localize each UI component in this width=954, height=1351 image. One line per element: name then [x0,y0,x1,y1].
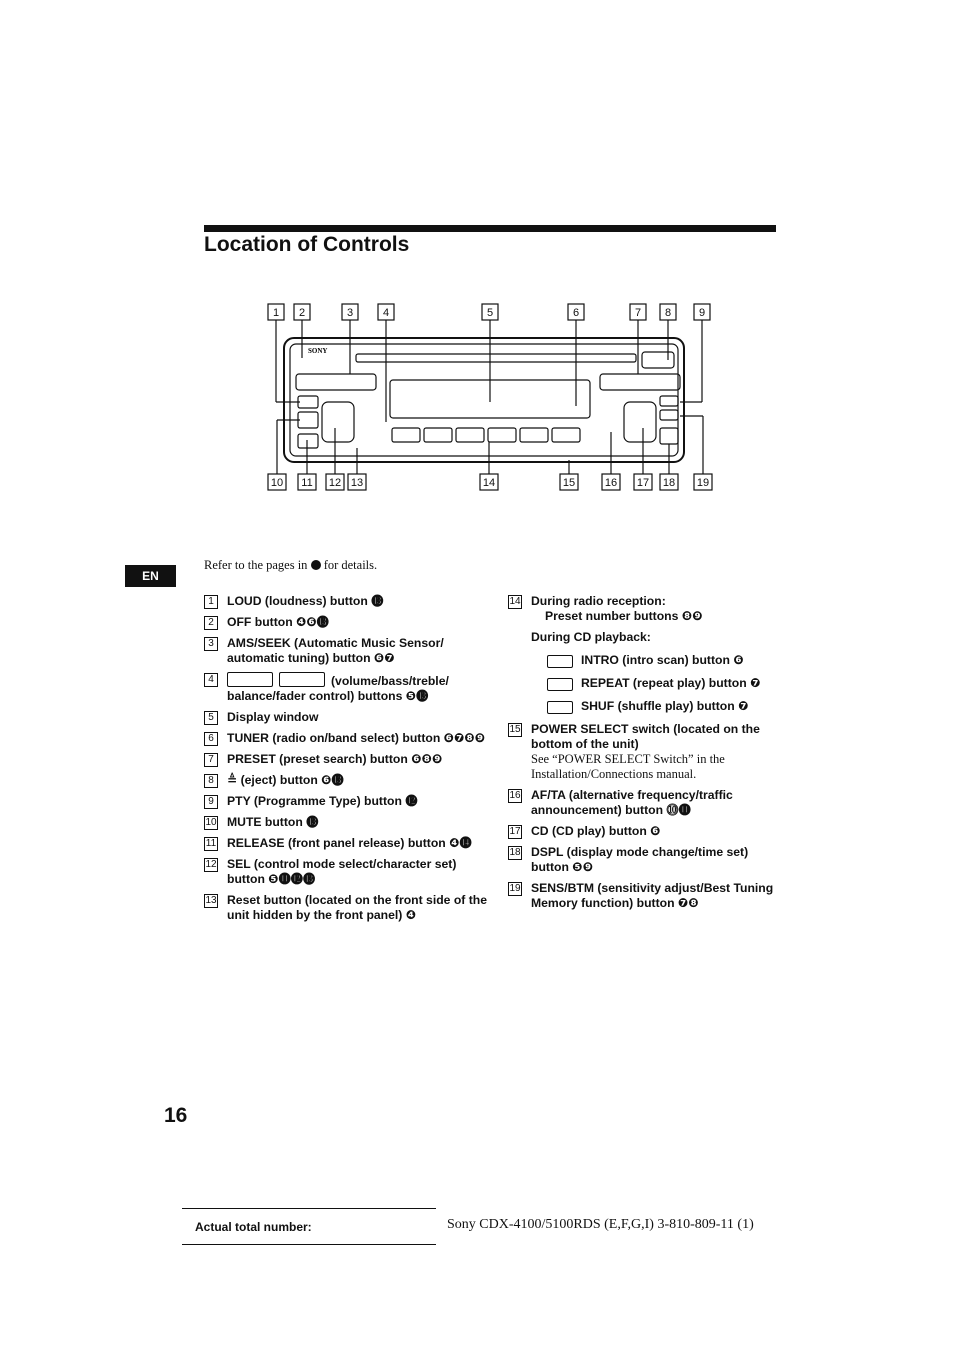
callout-6: 6 [572,307,580,319]
callout-9: 9 [698,307,706,319]
list-item: 9 PTY (Programme Type) button ⓬ [204,794,494,809]
callout-11: 11 [301,477,313,489]
callout-5: 5 [486,307,494,319]
list-item: 12 SEL (control mode select/character set) button ❺⓫⓬⓭ [205,857,457,886]
callout-16: 16 [604,477,618,489]
callout-17: 17 [636,477,650,489]
preset-button-icon [547,655,573,668]
volume-plus-icon [227,672,273,687]
footer-divider [182,1244,436,1245]
list-item: 11 RELEASE (front panel release) button ❹⓮ [205,836,472,850]
list-item: INTRO (intro scan) button ❻ [531,653,778,668]
brand-logo: SONY [308,347,328,355]
callout-7: 7 [634,307,642,319]
page-ref-dot-icon [311,560,321,570]
list-item: 16 AF/TA (alternative frequency/traffic announcement) button ⓾⓫ [509,788,733,817]
callout-8: 8 [664,307,672,319]
list-item: 5 Display window [204,710,494,725]
list-item: 8 ≜ (eject) button ❻⓭ [204,773,494,788]
list-item: 18 DSPL (display mode change/time set) button ❺❾ [509,845,749,874]
title-rule [204,225,776,232]
list-item: 10 MUTE button ⓭ [205,815,319,829]
page-number: 16 [164,1104,188,1127]
reference-note: Refer to the pages in for details. [204,558,378,572]
callout-15: 15 [562,477,576,489]
list-item: 2 OFF button ❹❻⓭ [204,615,494,630]
list-item: 14 During radio reception: Preset number buttons ❽❾ During CD playback: INTRO (intro scan) button ❻ REPEAT (repeat play) button ❼ SHUF (shuffle play) button ❼ [508,594,778,714]
list-item: 17 CD (CD play) button ❻ [509,824,661,838]
callout-10: 10 [270,477,284,489]
right-column [508,594,778,917]
list-item: 15 POWER SELECT switch (located on the bottom of the unit) See “POWER SELECT Switch” in the Installation/Connections manual. [509,722,760,781]
front-panel-diagram [260,298,720,498]
list-item: SHUF (shuffle play) button ❼ [531,699,778,714]
callout-14: 14 [482,477,496,489]
left-column [204,594,494,929]
list-item: REPEAT (repeat play) button ❼ [531,676,778,691]
list-item: 7 PRESET (preset search) button ❻❽❾ [204,752,494,767]
callout-12: 12 [328,477,342,489]
callout-13: 13 [350,477,364,489]
list-item: 4 (volume/bass/treble/ balance/fader control) buttons ❺⓭ [204,672,494,704]
language-badge: EN [125,565,176,587]
footer-divider [182,1208,436,1209]
callout-18: 18 [662,477,676,489]
volume-minus-icon [279,672,325,687]
list-item: 13 Reset button (located on the front side of the unit hidden by the front panel) ❹ [205,893,487,922]
preset-button-icon [547,701,573,714]
list-item: 6 TUNER (radio on/band select) button ❻❼❽❾ [204,731,494,746]
callout-3: 3 [346,307,354,319]
footer-label: Actual total number: [195,1220,312,1234]
callout-4: 4 [382,307,390,319]
footer-model: Sony CDX-4100/5100RDS (E,F,G,I) 3-810-809-11 (1) [447,1217,754,1232]
preset-button-icon [547,678,573,691]
callout-1: 1 [272,307,280,319]
list-item: 3 AMS/SEEK (Automatic Music Sensor/ automatic tuning) button ❻❼ [204,636,494,666]
list-item: 1 LOUD (loudness) button ⓭ [204,594,494,609]
callout-19: 19 [696,477,710,489]
page-title: Location of Controls [204,233,410,256]
list-item: 19 SENS/BTM (sensitivity adjust/Best Tuning Memory function) button ❼❽ [509,881,774,910]
callout-2: 2 [298,307,306,319]
